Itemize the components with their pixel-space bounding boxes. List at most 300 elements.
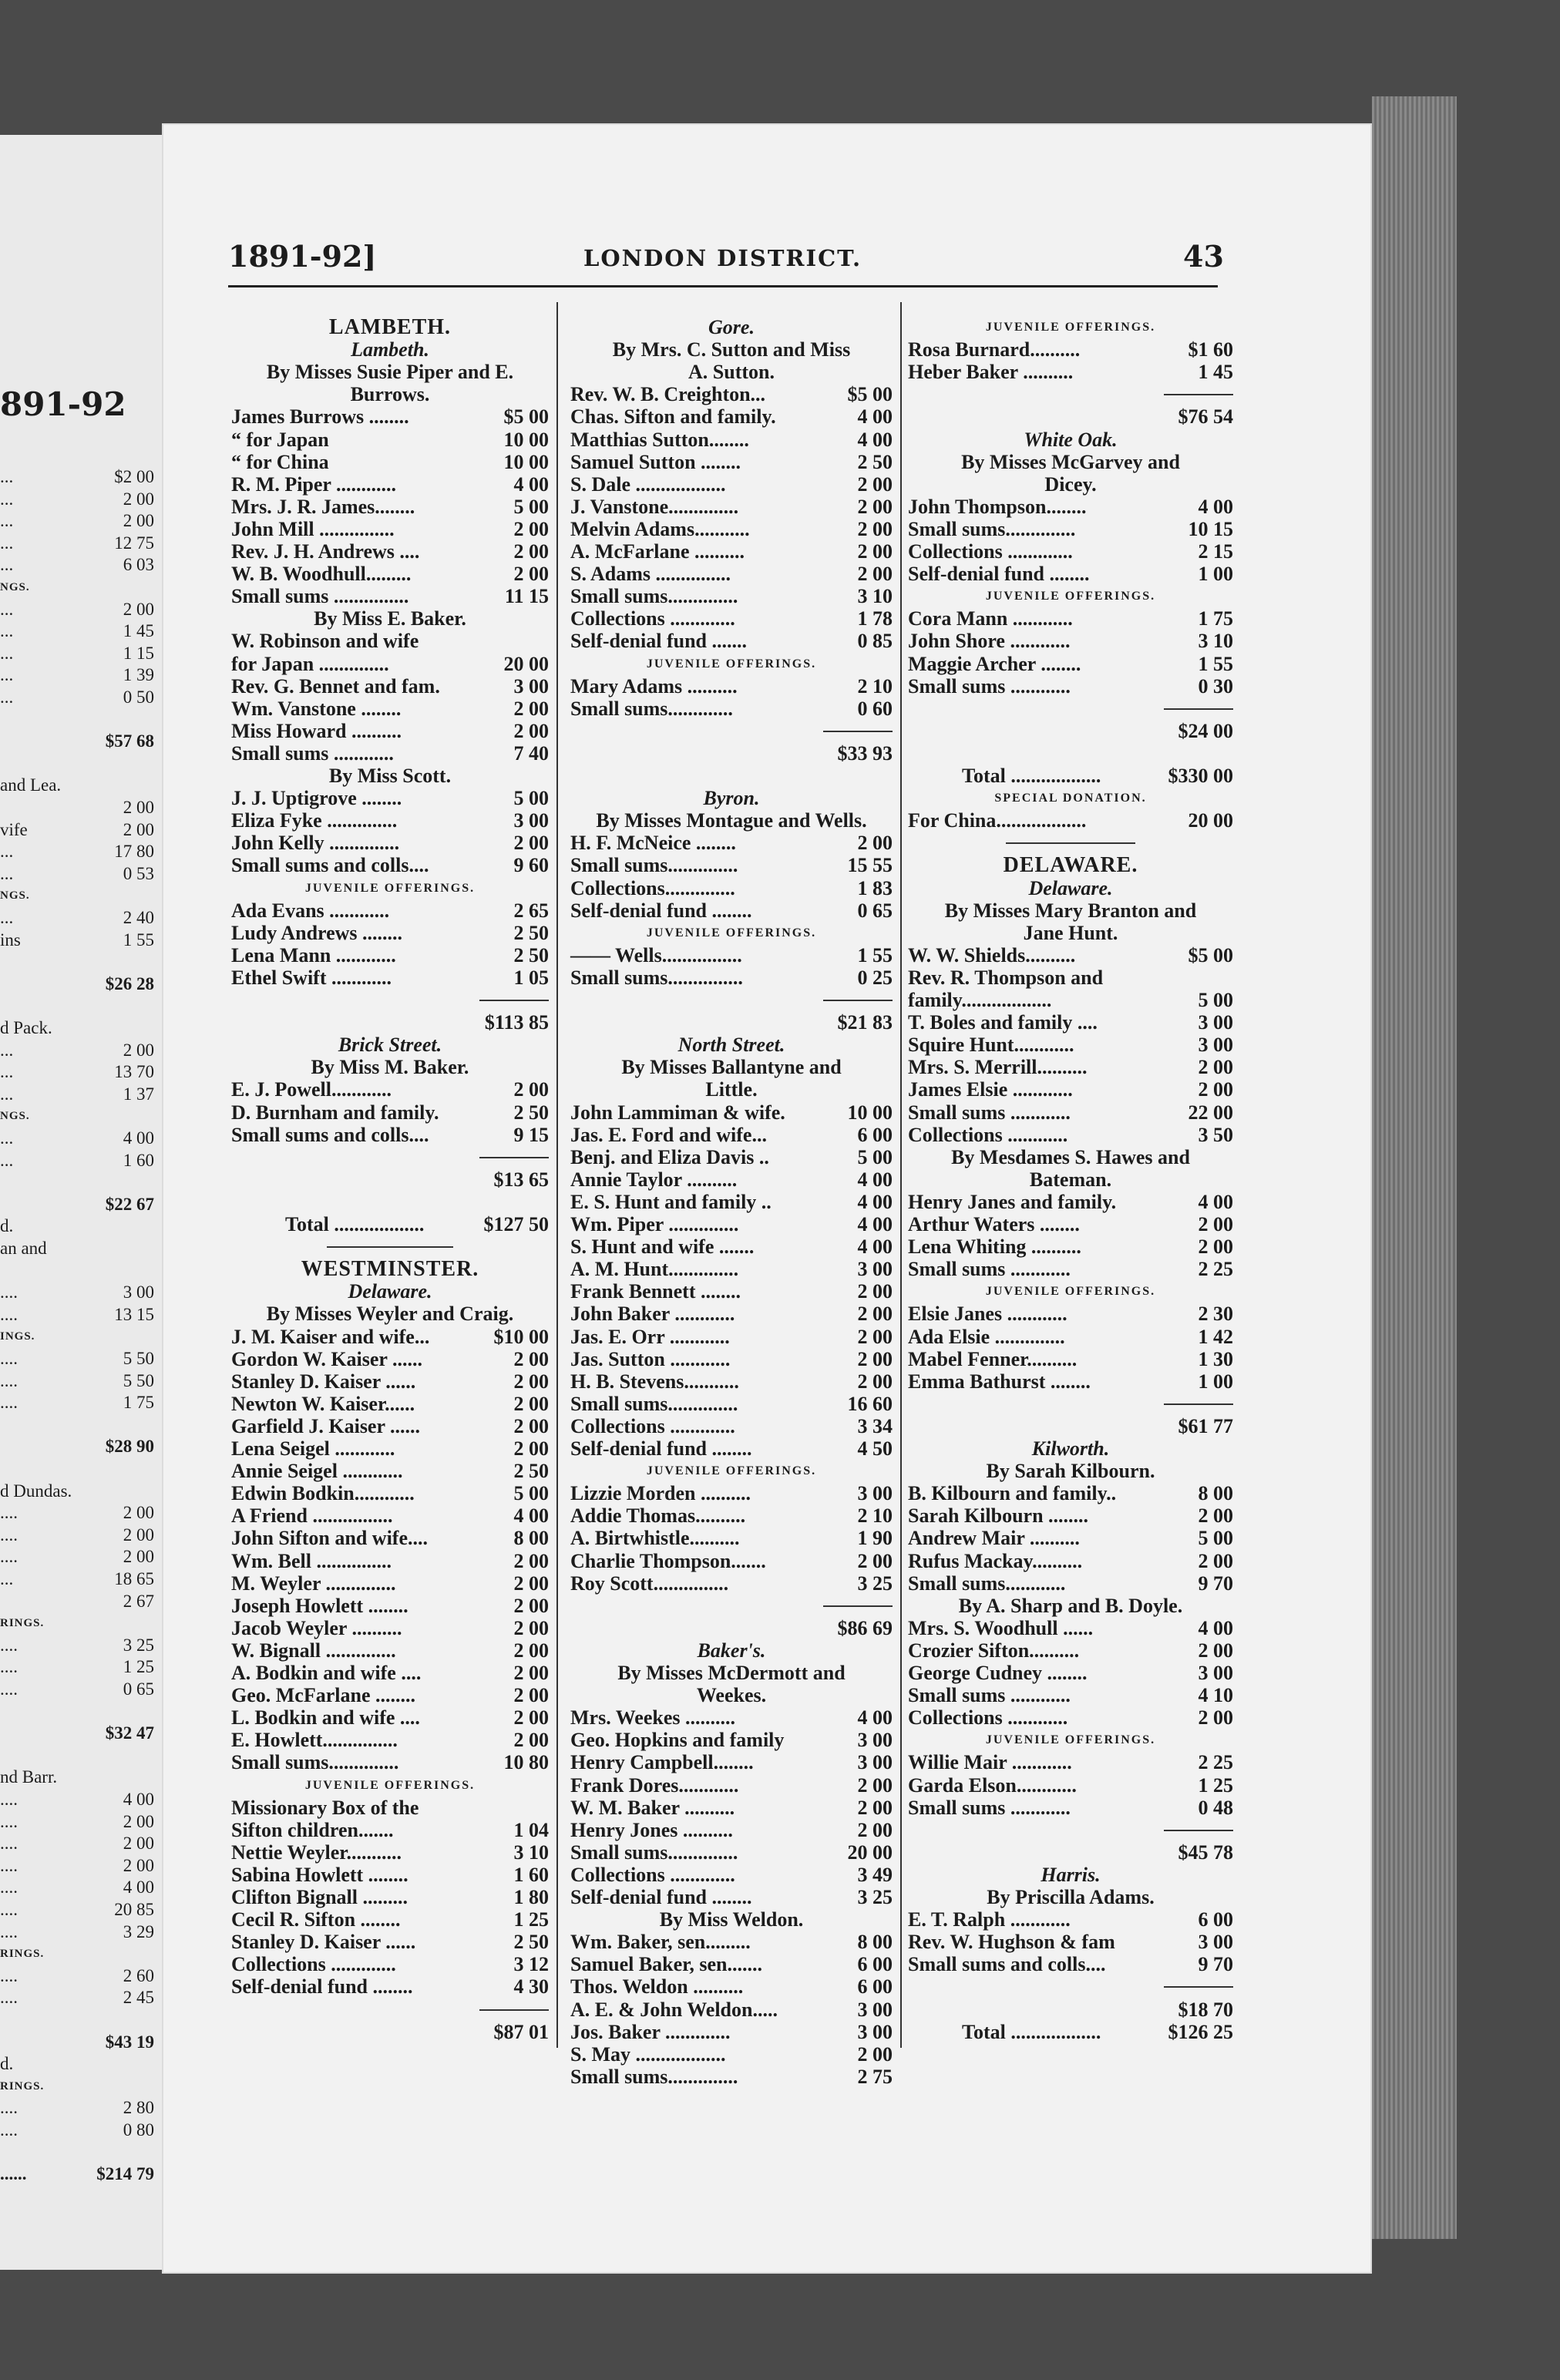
entry-row-amount: 11 15: [504, 585, 549, 608]
entry-row-amount: 2 00: [513, 1729, 549, 1752]
subtotal-rule: [479, 1000, 549, 1001]
entry-row: [908, 989, 1233, 1011]
entry-row-text: Heber Baker ..........: [908, 361, 1074, 384]
place-heading-text: North Street.: [677, 1034, 785, 1057]
entry-row: [570, 1706, 893, 1729]
subtotal: [908, 1998, 1233, 2021]
entry-row: [570, 1931, 893, 1953]
entry-row: [570, 1213, 893, 1235]
left-page-line-text: NGS.: [0, 1110, 30, 1123]
entry-row: [231, 563, 549, 585]
entry-row-amount: 5 00: [1198, 989, 1233, 1011]
entry-row-amount: 0 85: [857, 630, 893, 653]
entry-row-amount: 0 30: [1198, 674, 1233, 698]
subheading: [908, 1729, 1233, 1751]
entry-row: [570, 1191, 893, 1213]
subheading-text: JUVENILE OFFERINGS.: [304, 881, 476, 895]
subtotal-rule: [479, 2009, 549, 2011]
entry-row-amount: 2 00: [513, 1549, 549, 1572]
total-row: [908, 2021, 1233, 2043]
entry-row: [908, 1774, 1233, 1797]
left-page-line-amount: 1 55: [123, 929, 154, 950]
subheading-text: JUVENILE OFFERINGS.: [646, 657, 817, 671]
entry-row: [570, 540, 893, 563]
left-page-line-amount: $43 19: [105, 2032, 154, 2052]
entry-row-text: Small sums ............: [908, 1101, 1071, 1124]
entry-row-amount: 3 00: [513, 809, 549, 832]
entry-row-text: Crozier Sifton..........: [908, 1639, 1080, 1662]
entry-row-text: Roy Scott...............: [570, 1572, 729, 1595]
collector-line-text: By A. Sharp and B. Doyle.: [958, 1594, 1183, 1617]
entry-row-text: A. E. & John Weldon.....: [570, 1998, 778, 2021]
collector-line: [570, 809, 893, 832]
collector-line-text: By Misses Susie Piper and E.: [266, 361, 514, 384]
entry-row-amount: 2 00: [513, 1392, 549, 1415]
left-page-line-text: ......: [0, 2164, 27, 2184]
place-heading: [231, 1280, 549, 1303]
entry-row-amount: 2 00: [857, 472, 893, 496]
collector-line-text: By Misses McDermott and: [617, 1662, 846, 1684]
left-page-line-text: ....: [0, 1282, 18, 1303]
entry-row-amount: 4 00: [857, 428, 893, 451]
entry-row: [231, 720, 549, 742]
entry-row-text: Small sums and colls....: [908, 1953, 1106, 1976]
entry-row-text: Mary Adams ..........: [570, 674, 738, 698]
entry-row-amount: 5 00: [513, 787, 549, 810]
entry-row-text: Sifton children.......: [231, 1818, 394, 1841]
subtotal: [908, 1841, 1233, 1864]
entry-row-text: Sabina Howlett ........: [231, 1863, 408, 1886]
entry-row-text: Mabel Fenner..........: [908, 1347, 1078, 1370]
entry-row-amount: 2 00: [513, 1639, 549, 1662]
entry-row-amount: 3 00: [1198, 1034, 1233, 1057]
entry-row-text: Cora Mann ............: [908, 607, 1073, 630]
subtotal-rule: [1164, 708, 1233, 710]
entry-row: [570, 1864, 893, 1886]
entry-row-text: Self-denial fund ........: [908, 563, 1090, 586]
entry-row-amount: 0 60: [857, 697, 893, 720]
entry-row: [908, 1056, 1233, 1078]
entry-row-text: Ada Evans ............: [231, 899, 390, 922]
entry-row-amount: 1 30: [1198, 1347, 1233, 1370]
entry-row-text: Arthur Waters ........: [908, 1213, 1080, 1235]
entry-row-amount: 2 00: [857, 1280, 893, 1303]
entry-row-amount: 2 50: [857, 450, 893, 473]
entry-row-amount: 4 00: [857, 1213, 893, 1235]
entry-row-text: For China..................: [908, 809, 1087, 832]
left-page-line-text: ...: [0, 511, 14, 531]
subheading-text: SPECIAL DONATION.: [994, 792, 1147, 805]
entry-row: [570, 1841, 893, 1864]
entry-row-text: Ethel Swift ............: [231, 966, 392, 989]
entry-row-amount: 0 65: [857, 899, 893, 922]
collector-line: [231, 1056, 549, 1078]
entry-row-text: Mrs. Weekes ..........: [570, 1706, 735, 1730]
collector-line: [908, 1460, 1233, 1482]
collector-line: [231, 361, 549, 383]
entry-row: [908, 1931, 1233, 1953]
entry-row-amount: 3 00: [1198, 1931, 1233, 1954]
entry-row-text: H. B. Stevens...........: [570, 1370, 739, 1393]
left-page-line-text: ...: [0, 555, 14, 575]
entry-row-amount: 2 50: [513, 1101, 549, 1124]
entry-row-amount: 2 00: [513, 697, 549, 720]
entry-row: [231, 1751, 549, 1773]
entry-row-text: Collections ............: [908, 1706, 1068, 1730]
entry-row-amount: 2 00: [1198, 1706, 1233, 1730]
collector-line: [231, 607, 549, 630]
entry-row-amount: 2 00: [857, 1370, 893, 1393]
entry-row-amount: 9 60: [513, 854, 549, 877]
entry-row: [570, 1504, 893, 1527]
section-heading: [908, 854, 1233, 876]
entry-row-text: Wm. Piper ..............: [570, 1213, 739, 1235]
entry-row: [908, 1213, 1233, 1235]
page-edges: [1372, 96, 1457, 2239]
left-page-line-text: ....: [0, 1657, 18, 1677]
entry-row-text: Jas. E. Ford and wife...: [570, 1123, 767, 1146]
entry-row-text: Small sums...............: [570, 966, 743, 989]
entry-row-text: Clifton Bignall .........: [231, 1886, 408, 1908]
entry-row-text: Rosa Burnard..........: [908, 338, 1081, 361]
entry-row-amount: 4 00: [513, 1504, 549, 1528]
left-page-line-amount: 2 00: [123, 511, 154, 531]
left-page-line-amount: 2 00: [123, 489, 154, 509]
entry-row-amount: 3 00: [857, 2020, 893, 2043]
entry-row-amount: 2 75: [857, 2065, 893, 2088]
entry-row: [231, 1550, 549, 1572]
entry-row: [908, 1550, 1233, 1572]
entry-row: [570, 496, 893, 518]
collector-line-text: By Miss M. Baker.: [311, 1056, 469, 1079]
entry-row-text: John Thompson........: [908, 495, 1087, 518]
entry-row: [570, 630, 893, 652]
collector-line-text: Jane Hunt.: [1023, 921, 1118, 944]
section-heading-text: DELAWARE.: [1003, 853, 1138, 878]
entry-row-text: E. Howlett...............: [231, 1729, 398, 1752]
section-heading-text: LAMBETH.: [328, 315, 452, 339]
left-page-line-text: NGS.: [0, 889, 30, 903]
entry-row-text: Small sums and colls....: [231, 1123, 429, 1146]
entry-row: [231, 1482, 549, 1504]
entry-row-text: E. J. Powell............: [231, 1078, 392, 1101]
entry-row: [908, 1011, 1233, 1034]
entry-row-amount: 1 83: [857, 876, 893, 899]
left-page-line-text: d Dundas.: [0, 1481, 72, 1501]
entry-row: [231, 496, 549, 518]
entry-row-amount: 6 00: [857, 1123, 893, 1146]
entry-row-amount: 1 55: [857, 943, 893, 966]
entry-row: [231, 473, 549, 496]
collector-line-text: Burrows.: [350, 383, 430, 406]
entry-row-amount: 2 10: [857, 674, 893, 698]
entry-row-text: Rufus Mackay..........: [908, 1549, 1083, 1572]
entry-row-amount: 2 00: [857, 1796, 893, 1819]
left-page-line-amount: 3 29: [123, 1921, 154, 1941]
entry-row-amount: 10 00: [847, 1101, 893, 1124]
subheading: [908, 316, 1233, 338]
left-page-line-text: ....: [0, 1790, 18, 1809]
place-heading: [231, 1034, 549, 1056]
entry-row: [231, 1370, 549, 1393]
entry-row-text: W. M. Baker ..........: [570, 1796, 735, 1819]
left-page-line-amount: $32 47: [105, 1723, 154, 1743]
left-page-line-amount: 2 00: [123, 599, 154, 619]
left-page-line-amount: 2 00: [123, 1855, 154, 1875]
entry-row-amount: 2 00: [857, 2042, 893, 2066]
collector-line: [908, 451, 1233, 473]
place-heading-text: Harris.: [1041, 1863, 1101, 1886]
section-heading-text: WESTMINSTER.: [301, 1257, 479, 1282]
entry-row-amount: 3 00: [1198, 1011, 1233, 1034]
entry-row-amount: 6 00: [857, 1953, 893, 1976]
entry-row-text: M. Weyler ..............: [231, 1572, 396, 1595]
entry-row: [570, 1819, 893, 1841]
entry-row: [908, 1101, 1233, 1124]
entry-row-text: Collections .............: [231, 1953, 396, 1976]
entry-row: [570, 405, 893, 428]
entry-row-text: Maggie Archer ........: [908, 652, 1081, 675]
left-page-line-text: ....: [0, 1965, 18, 1985]
entry-row-text: for Japan ..............: [231, 652, 389, 675]
entry-row-text: George Cudney ........: [908, 1662, 1088, 1684]
collector-line-text: By Misses McGarvey and: [961, 450, 1180, 473]
entry-row-text: “ for Japan: [231, 428, 329, 451]
header-rule: [228, 285, 1218, 287]
entry-row-amount: 2 00: [1198, 1549, 1233, 1572]
collector-line: [570, 1078, 893, 1101]
left-page-line-amount: 2 00: [123, 1547, 154, 1567]
entry-row-amount: 2 00: [1198, 1639, 1233, 1662]
entry-row-amount: 2 00: [857, 540, 893, 563]
entry-row-amount: 2 00: [513, 1370, 549, 1393]
entry-row-text: Rev. W. B. Creighton...: [570, 383, 766, 406]
subtotal-rule: [1164, 1830, 1233, 1831]
left-page-line-text: ....: [0, 1304, 18, 1324]
place-heading: [908, 877, 1233, 899]
entry-row-amount: 2 10: [857, 1504, 893, 1528]
entry-row: [231, 1841, 549, 1864]
entry-row-text: James Elsie ............: [908, 1078, 1073, 1101]
left-page-line-amount: 2 00: [123, 1834, 154, 1854]
place-heading-text: Kilworth.: [1031, 1437, 1110, 1460]
left-page-line-amount: $57 68: [105, 731, 154, 751]
left-page-line-text: ....: [0, 1855, 18, 1875]
entry-row-text: Lena Seigel ............: [231, 1437, 395, 1460]
place-heading-text: Gore.: [708, 316, 755, 338]
entry-row-amount: 4 00: [857, 1235, 893, 1259]
entry-row-text: A. M. Hunt..............: [570, 1258, 739, 1281]
collector-line: [570, 1056, 893, 1078]
entry-row-amount: 10 80: [503, 1751, 549, 1774]
left-page-line-amount: 12 75: [114, 533, 154, 553]
entry-row-amount: 10 00: [503, 428, 549, 451]
total-row-text: Total ..................: [285, 1213, 425, 1235]
left-page-line-amount: 0 53: [123, 863, 154, 883]
entry-row-amount: 5 00: [513, 495, 549, 518]
entry-row-text: Jas. E. Orr ............: [570, 1325, 730, 1348]
entry-row-amount: 6 00: [857, 1975, 893, 1998]
entry-row: [570, 1348, 893, 1370]
total-row-text: Total ..................: [962, 2020, 1101, 2043]
place-heading: [231, 338, 549, 361]
entry-row: [231, 809, 549, 832]
entry-row: [908, 1527, 1233, 1549]
entry-row: [908, 1124, 1233, 1146]
entry-row-amount: 1 80: [513, 1886, 549, 1908]
subtotal-amount: $113 85: [484, 1011, 549, 1034]
subtotal: [570, 742, 893, 765]
entry-row: [231, 1595, 549, 1617]
entry-row-amount: 1 04: [513, 1818, 549, 1841]
entry-row: [231, 1639, 549, 1662]
entry-row-amount: 20 00: [1188, 809, 1233, 832]
entry-row-amount: 2 30: [1198, 1303, 1233, 1326]
entry-row-amount: 20 00: [503, 652, 549, 675]
entry-row-text: T. Boles and family ....: [908, 1011, 1098, 1034]
entry-row-text: R. M. Piper ............: [231, 472, 396, 496]
place-heading: [570, 1639, 893, 1662]
entry-row-amount: 2 25: [1198, 1751, 1233, 1774]
entry-row: [570, 1415, 893, 1437]
entry-row-amount: 2 00: [857, 1773, 893, 1797]
entry-row: [231, 1908, 549, 1931]
entry-row: [231, 1953, 549, 1975]
entry-row: [908, 1303, 1233, 1325]
left-page-line-amount: 2 00: [123, 1811, 154, 1831]
subheading-text: JUVENILE OFFERINGS.: [985, 1285, 1156, 1299]
left-page-line-amount: 2 40: [123, 908, 154, 927]
entry-row: [570, 1258, 893, 1280]
entry-row: [570, 1303, 893, 1325]
entry-row-amount: 1 42: [1198, 1325, 1233, 1348]
entry-row-amount: 2 00: [857, 563, 893, 586]
entry-row: [908, 1191, 1233, 1213]
entry-row-amount: 4 00: [857, 1168, 893, 1191]
entry-row: [908, 1482, 1233, 1504]
entry-row-text: W. Robinson and wife: [231, 630, 419, 653]
subheading: [231, 1774, 549, 1797]
entry-row: [570, 1953, 893, 1975]
entry-row-text: Charlie Thompson.......: [570, 1549, 766, 1572]
entry-row-text: Henry Jones ..........: [570, 1818, 733, 1841]
entry-row-text: Collections .............: [908, 540, 1073, 563]
entry-row-amount: 3 25: [857, 1572, 893, 1595]
entry-row-text: Geo. McFarlane ........: [231, 1684, 415, 1707]
left-page-line-amount: $2 00: [114, 467, 154, 486]
entry-row-text: Matthias Sutton........: [570, 428, 749, 451]
left-page-line-amount: 0 50: [123, 687, 154, 707]
entry-row: [570, 1729, 893, 1751]
left-page-line-amount: 1 39: [123, 665, 154, 685]
entry-row: [570, 1437, 893, 1460]
left-page-line-text: ....: [0, 1503, 18, 1523]
entry-row-text: Small sums ............: [908, 674, 1071, 698]
subtotal: [908, 720, 1233, 742]
entry-row: [908, 944, 1233, 966]
left-page-line-amount: 1 15: [123, 643, 154, 663]
entry-row-text: Jacob Weyler ..........: [231, 1616, 402, 1639]
subheading-text: JUVENILE OFFERINGS.: [985, 590, 1156, 603]
subtotal-amount: $21 83: [837, 1011, 893, 1034]
collector-line: [570, 361, 893, 383]
entry-row: [570, 1393, 893, 1415]
entry-row: [570, 1774, 893, 1797]
collector-line-text: A. Sutton.: [688, 361, 775, 384]
left-page-line-text: ....: [0, 1370, 18, 1390]
entry-row-amount: 2 00: [1198, 1078, 1233, 1101]
entry-row: [570, 429, 893, 451]
collector-line-text: By Mrs. C. Sutton and Miss: [612, 338, 851, 361]
entry-row: [231, 1415, 549, 1437]
entry-row-amount: 3 00: [857, 1482, 893, 1505]
entry-row-text: Henry Janes and family.: [908, 1190, 1117, 1213]
entry-row-amount: 2 15: [1198, 540, 1233, 563]
subtotal: [231, 1168, 549, 1191]
entry-row: [231, 451, 549, 473]
entry-row: [231, 1729, 549, 1751]
collector-line: [908, 899, 1233, 922]
entry-row-text: John Kelly ..............: [231, 832, 400, 855]
entry-row-amount: 2 25: [1198, 1258, 1233, 1281]
entry-row: [570, 1370, 893, 1393]
entry-row-text: A. Bodkin and wife ....: [231, 1662, 422, 1684]
left-page-line-text: ...: [0, 643, 14, 663]
entry-row-text: Mrs. S. Woodhull ......: [908, 1616, 1094, 1639]
entry-row: [570, 473, 893, 496]
entry-row: [908, 809, 1233, 832]
entry-row-amount: 4 00: [1198, 1616, 1233, 1639]
entry-row-text: James Burrows ........: [231, 405, 409, 429]
subtotal-amount: $76 54: [1178, 405, 1233, 429]
entry-row-text: D. Burnham and family.: [231, 1101, 439, 1124]
entry-row: [231, 1819, 549, 1841]
entry-row: [570, 675, 893, 698]
entry-row: [231, 1662, 549, 1684]
entry-row: [570, 1975, 893, 1998]
entry-row-amount: 2 00: [857, 1347, 893, 1370]
left-page-line-text: ...: [0, 665, 14, 685]
collector-line-text: By Misses Ballantyne and: [621, 1056, 842, 1079]
entry-row-text: Small sums..............: [570, 854, 738, 877]
left-page-line-text: ....: [0, 1900, 18, 1919]
left-page-line-text: ...: [0, 687, 14, 707]
entry-row: [908, 1908, 1233, 1931]
left-page-line-amount: 20 85: [114, 1900, 154, 1919]
entry-row-amount: 1 60: [513, 1863, 549, 1886]
left-page-line-text: ....: [0, 2120, 18, 2140]
entry-row-amount: 1 00: [1198, 1370, 1233, 1393]
entry-row: [570, 1527, 893, 1549]
collector-line-text: Little.: [705, 1078, 758, 1101]
entry-row-amount: 3 10: [857, 585, 893, 608]
entry-row: [570, 383, 893, 405]
entry-row-amount: 2 00: [857, 832, 893, 855]
entry-row-text: Small sums..............: [570, 1392, 738, 1415]
entry-row: [231, 653, 549, 675]
entry-row-amount: 4 00: [513, 472, 549, 496]
entry-row-text: Lena Whiting ..........: [908, 1235, 1081, 1259]
entry-row-text: Samuel Sutton ........: [570, 450, 741, 473]
entry-row-amount: 3 00: [1198, 1662, 1233, 1684]
entry-row-text: Small sums.............: [570, 697, 733, 720]
entry-row: [231, 1504, 549, 1527]
entry-row: [570, 832, 893, 854]
entry-row-text: Eliza Fyke ..............: [231, 809, 398, 832]
subheading-text: JUVENILE OFFERINGS.: [985, 1733, 1156, 1747]
subtotal: [908, 405, 1233, 428]
left-page-line-text: ...: [0, 863, 14, 883]
